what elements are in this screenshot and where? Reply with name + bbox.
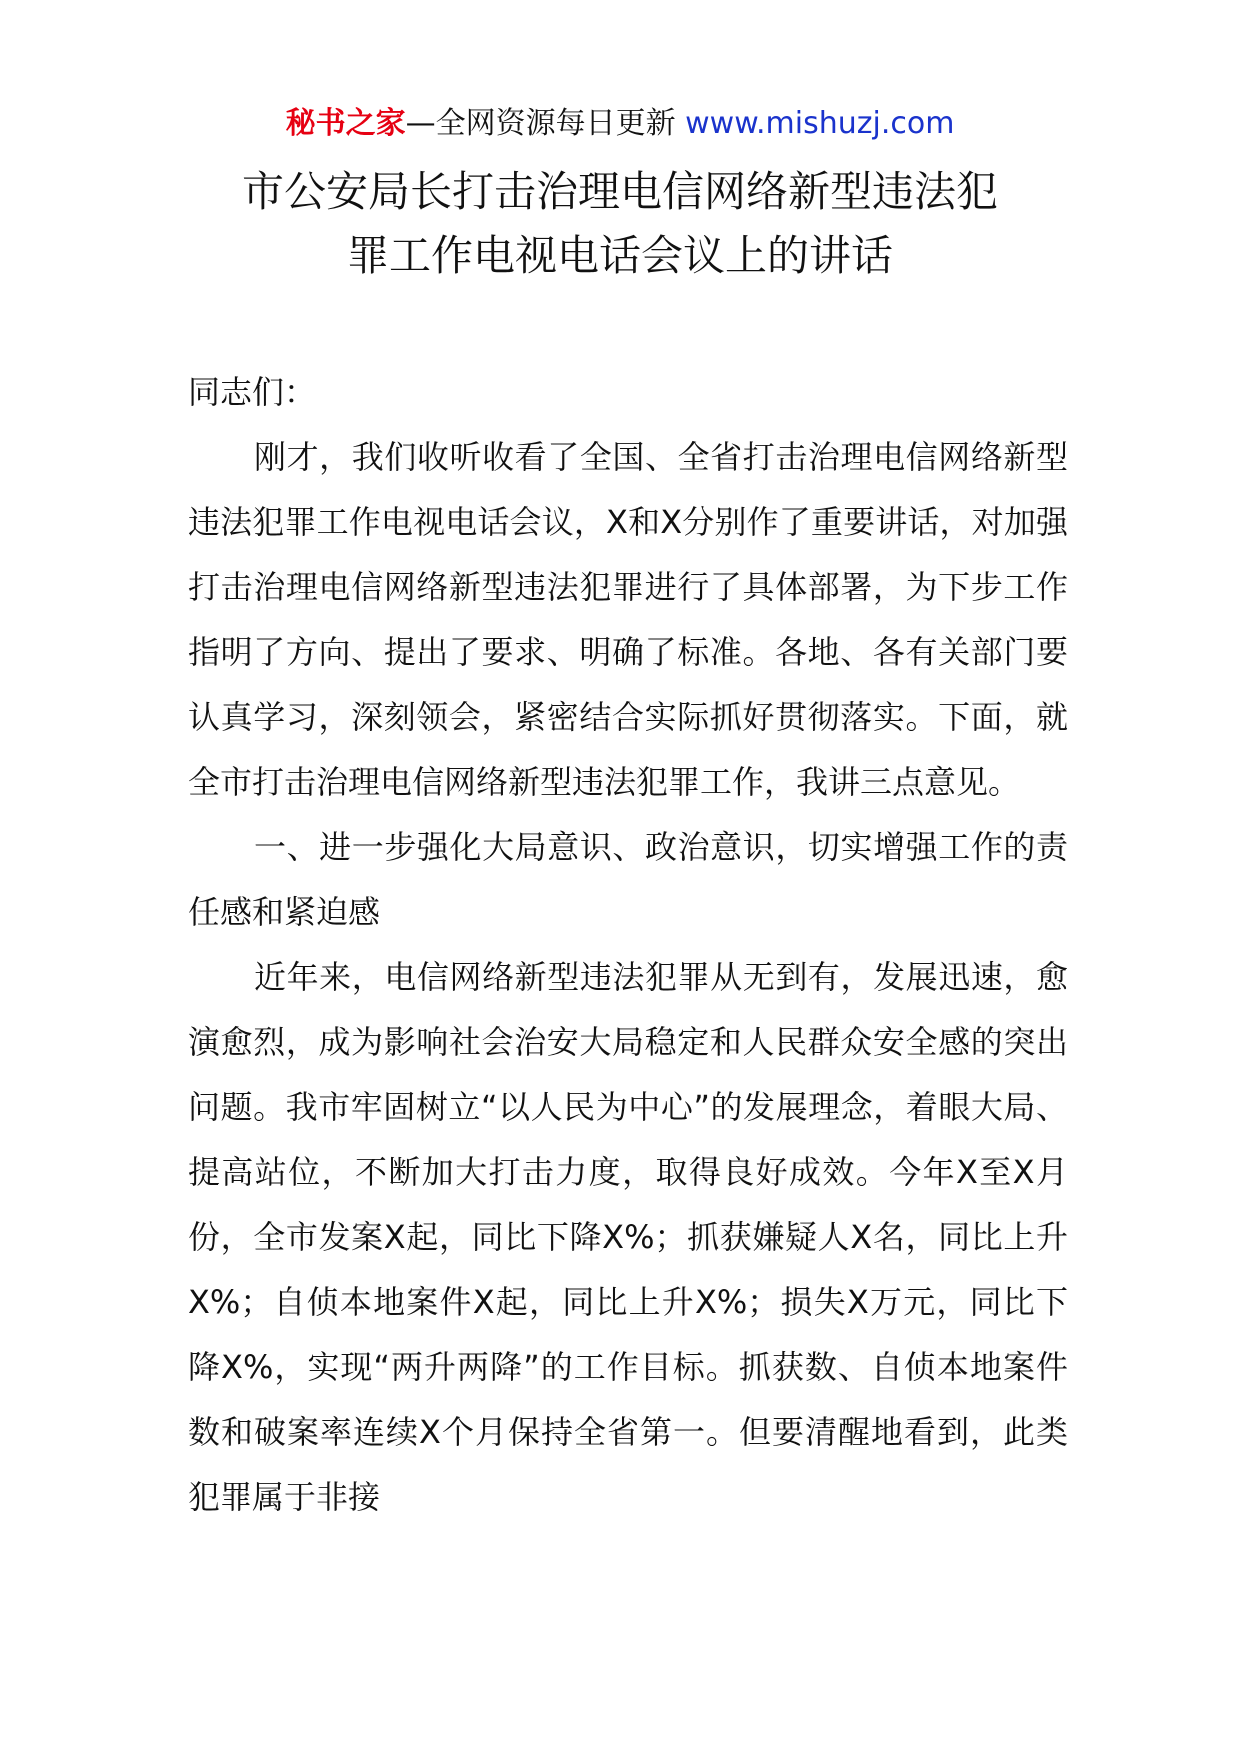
title-line-1: 市公安局长打击治理电信网络新型违法犯 (241, 167, 998, 216)
salutation: 同志们： (188, 373, 317, 411)
brand-name: 秘书之家 (285, 106, 406, 141)
header-tagline: —全网资源每日更新 (405, 106, 686, 141)
document-title (180, 160, 1060, 288)
site-url: www.mishuzj.com (685, 106, 955, 141)
site-header (0, 100, 1240, 148)
paragraph-section-1: 近年来，电信网络新型违法犯罪从无到有，发展迅速，愈演愈烈，成为影响社会治安大局稳定和人民群众安全感的突出问题。我市牢固树立“以人民为中心”的发展理念，着眼大局、提高站位，不断加大打击力度，取得良好成效。今年X至X月份，全市发案X起，同比下降X%；抓获嫌疑人X名，同比上升X%；自侦本地案件X起，同比上升X%；损失X万元，同比下降X%，实现“两升两降”的工作目标。抓获数、自侦本地案件数和破案率连续X个月保持全省第一。但要清醒地看到，此类犯罪属于非接 (188, 958, 1068, 1516)
title-line-2: 罪工作电视电话会议上的讲话 (346, 231, 893, 280)
paragraph-intro: 刚才，我们收听收看了全国、全省打击治理电信网络新型违法犯罪工作电视电话会议，X和X分别作了重要讲话，对加强打击治理电信网络新型违法犯罪进行了具体部署，为下步工作指明了方向、提出了要求、明确了标准。各地、各有关部门要认真学习，深刻领会，紧密结合实际抓好贯彻落实。下面，就全市打击治理电信网络新型违法犯罪工作，我讲三点意见。 (188, 438, 1068, 801)
section-heading-1: 一、进一步强化大局意识、政治意识，切实增强工作的责任感和紧迫感 (188, 828, 1068, 931)
document-body (188, 360, 1068, 1530)
